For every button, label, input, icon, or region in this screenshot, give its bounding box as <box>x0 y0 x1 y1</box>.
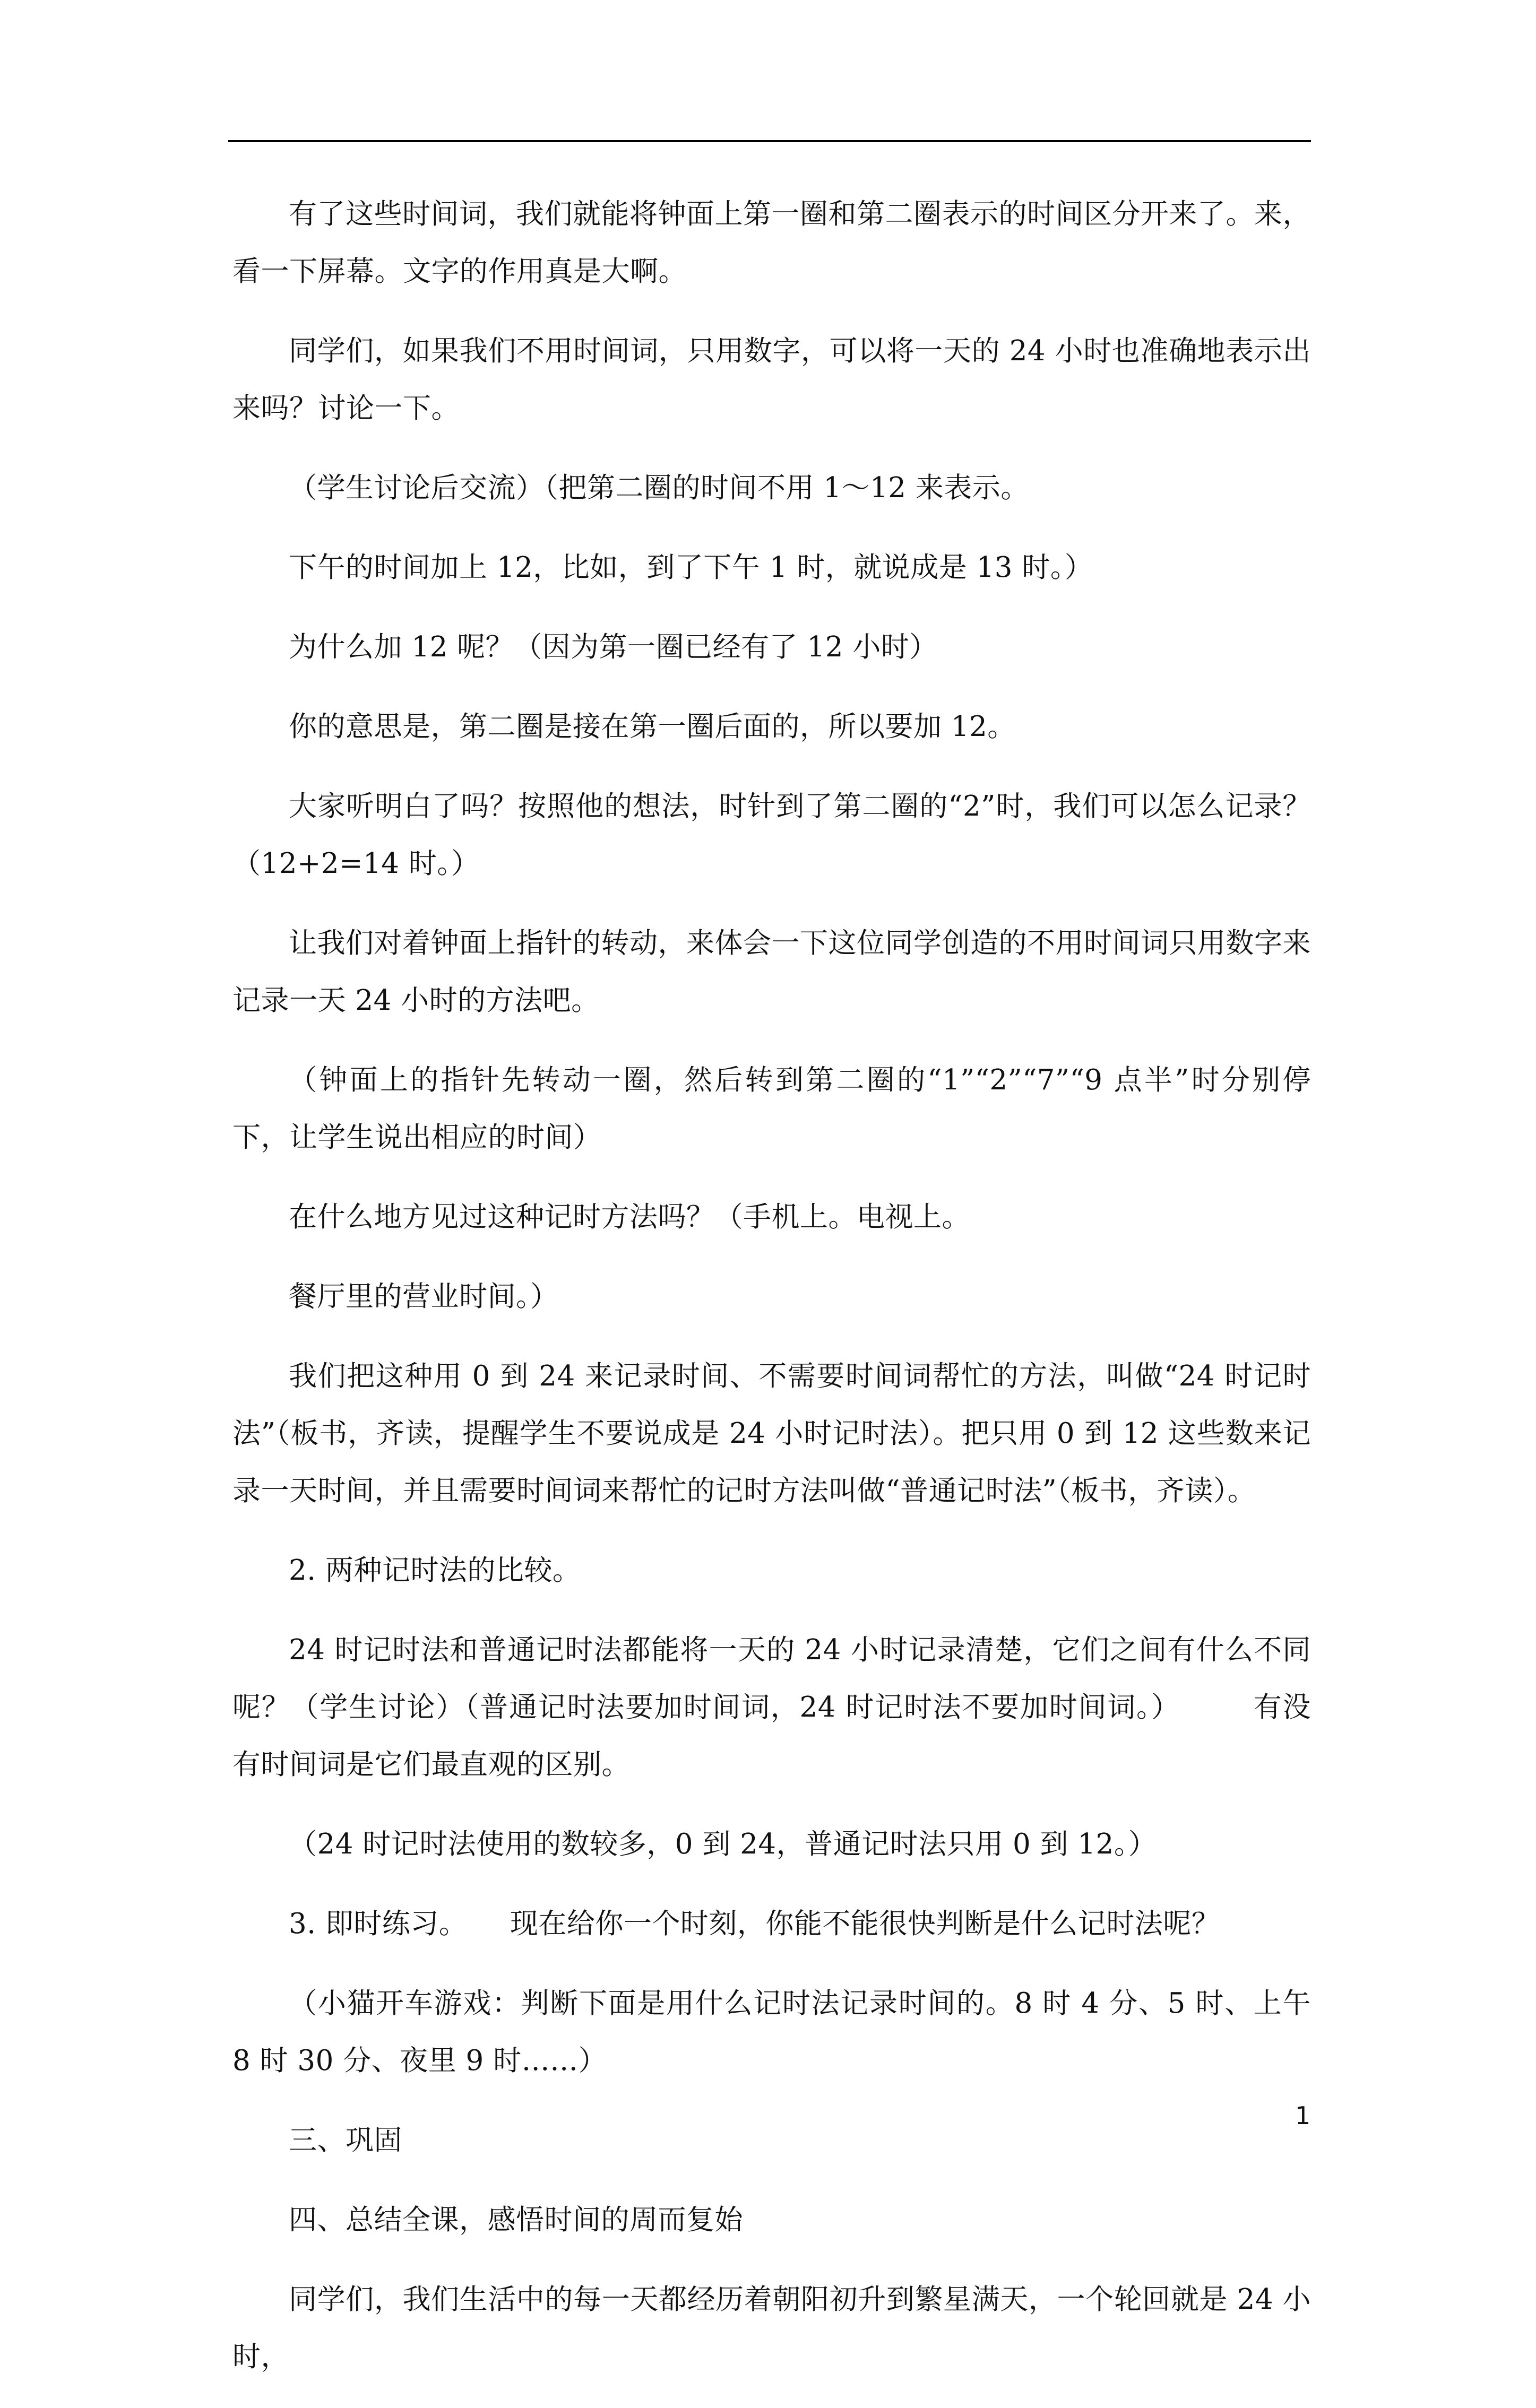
paragraph: （24 时记时法使用的数较多，0 到 24，普通记时法只用 0 到 12。） <box>289 1828 1157 1860</box>
paragraph: （学生讨论后交流）（把第二圈的时间不用 1～12 来表示。 <box>289 472 1029 504</box>
section-heading: 3. 即时练习。 现在给你一个时刻，你能不能很快判断是什么记时法呢？ <box>289 1908 1220 1940</box>
paragraph: 下午的时间加上 12，比如，到了下午 1 时，就说成是 13 时。） <box>289 551 1093 584</box>
page-number: 1 <box>1295 2101 1311 2130</box>
paragraph: 有了这些时间词，我们就能将钟面上第一圈和第二圈表示的时间区分开来了。来，看一下屏幕。文字的作用真是大啊。 <box>232 198 1311 288</box>
paragraph: 同学们，如果我们不用时间词，只用数字，可以将一天的 24 小时也准确地表示出来吗？讨论一下。 <box>232 335 1311 425</box>
paragraph: 在什么地方见过这种记时方法吗？（手机上。电视上。 <box>289 1201 970 1233</box>
paragraph: 餐厅里的营业时间。） <box>289 1280 559 1313</box>
paragraph: 为什么加 12 呢？（因为第一圈已经有了 12 小时） <box>289 631 938 663</box>
section-heading: 2. 两种记时法的比较。 <box>289 1554 581 1587</box>
header-rule <box>228 140 1311 142</box>
paragraph: （小猫开车游戏：判断下面是用什么记时法记录时间的。8 时 4 分、5 时、上午 8 时 30 分、夜里 9 时……） <box>232 1987 1311 2077</box>
paragraph: 24 时记时法和普通记时法都能将一天的 24 小时记录清楚，它们之间有什么不同呢？（学生讨论）（普通记时法要加时间词，24 时记时法不要加时间词。） 有没有时间词是它们最直观的区别。 <box>232 1634 1311 1781</box>
section-heading: 三、巩固 <box>289 2124 402 2156</box>
document-body <box>232 186 1311 2408</box>
section-heading: 四、总结全课，感悟时间的周而复始 <box>289 2204 743 2236</box>
paragraph: 你的意思是，第二圈是接在第一圈后面的，所以要加 12。 <box>289 711 1016 743</box>
paragraph: 我们把这种用 0 到 24 来记录时间、不需要时间词帮忙的方法，叫做“24 时记时法”（板书，齐读，提醒学生不要说成是 24 小时记时法）。把只用 0 到 12 这些数来记录一天时间，并且需要时间词来帮忙的记时方法叫做“普通记时法”（板书，齐读）。 <box>232 1360 1311 1507</box>
paragraph: 大家听明白了吗？按照他的想法，时针到了第二圈的“2”时，我们可以怎么记录？（12+2=14 时。） <box>232 790 1311 880</box>
paragraph: （钟面上的指针先转动一圈，然后转到第二圈的“1”“2”“7”“9 点半”时分别停下，让学生说出相应的时间） <box>232 1064 1311 1154</box>
paragraph: 让我们对着钟面上指针的转动，来体会一下这位同学创造的不用时间词只用数字来记录一天 24 小时的方法吧。 <box>232 927 1311 1017</box>
paragraph: 同学们，我们生活中的每一天都经历着朝阳初升到繁星满天，一个轮回就是 24 小时， <box>232 2283 1311 2373</box>
